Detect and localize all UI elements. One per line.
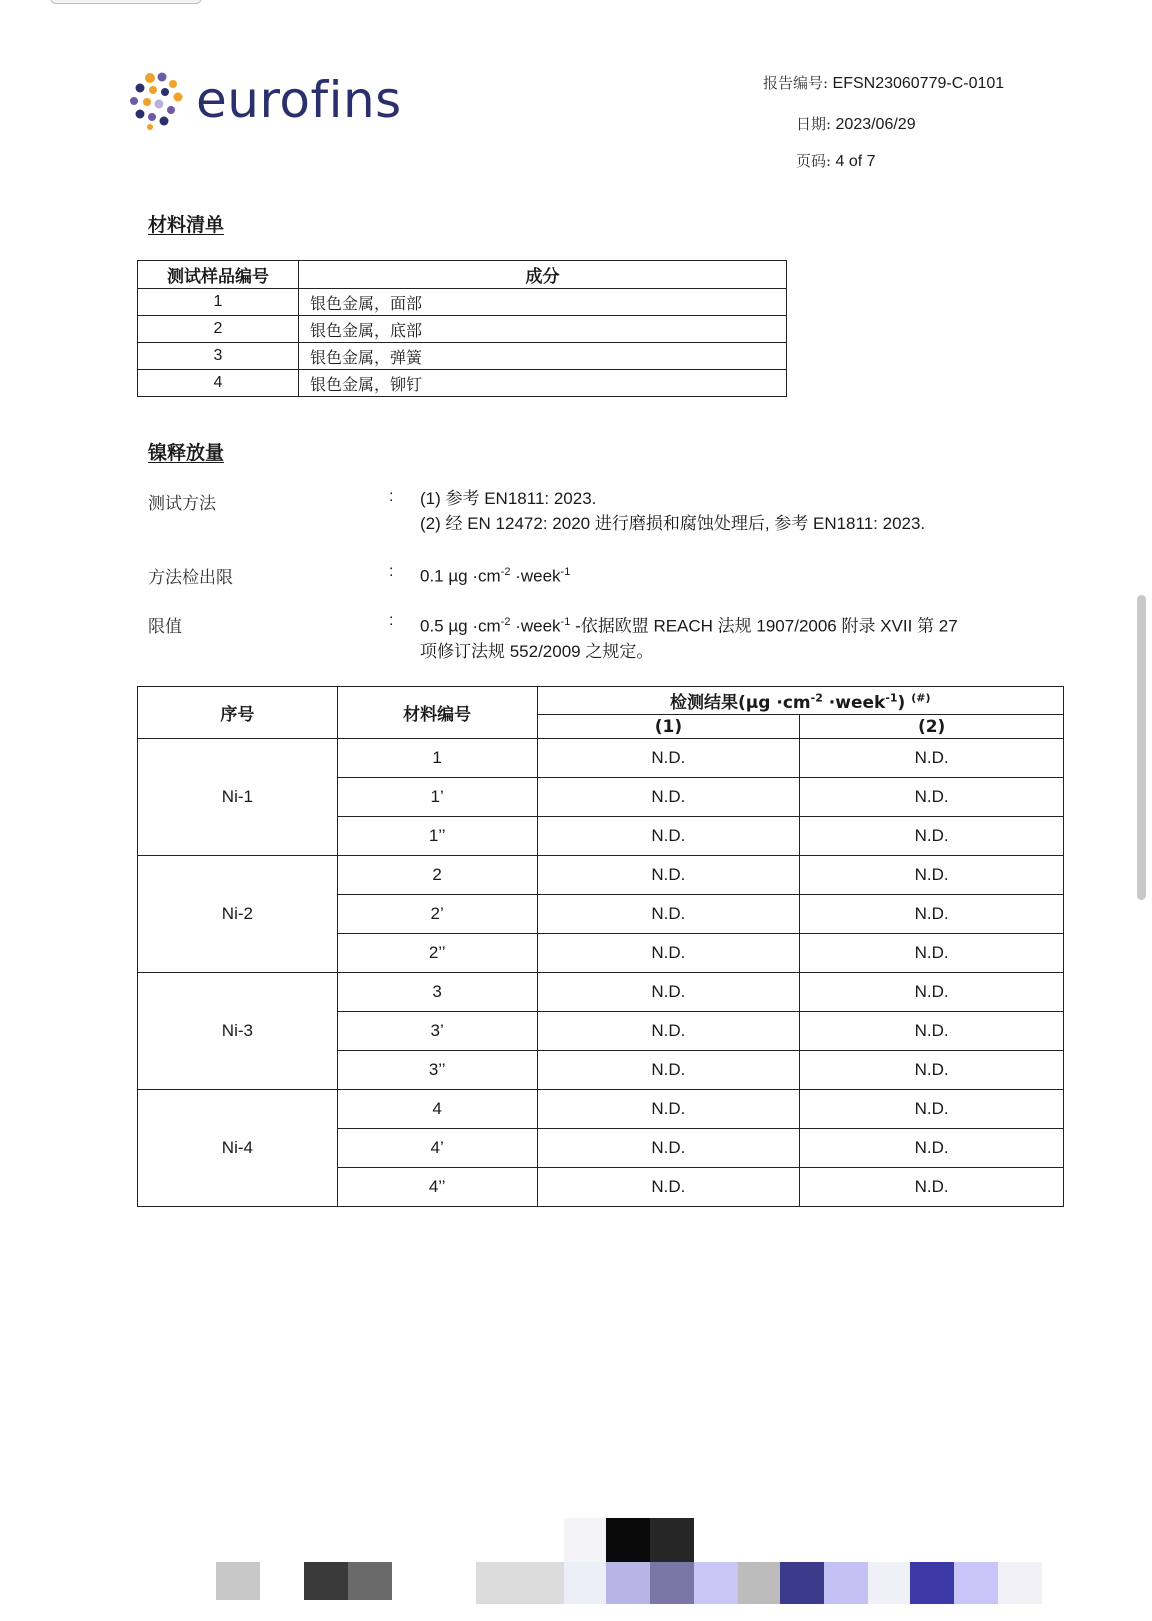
- mosaic-block: [824, 1562, 868, 1604]
- material-cell: 2’: [337, 895, 537, 934]
- limit-text-2: 项修订法规 552/2009 之规定。: [420, 641, 654, 661]
- result-2-cell: N.D.: [800, 934, 1064, 973]
- mosaic-block: [650, 1518, 694, 1562]
- seq-cell: Ni-3: [138, 973, 338, 1090]
- unit-cm-exp: -2: [500, 566, 511, 578]
- material-cell: 2: [337, 856, 537, 895]
- result-1-cell: N.D.: [537, 856, 800, 895]
- material-cell: 4’: [337, 1129, 537, 1168]
- report-number-value: EFSN23060779-C-0101: [832, 75, 1005, 92]
- mosaic-block: [694, 1562, 738, 1604]
- seq-cell: Ni-2: [138, 856, 338, 973]
- material-cell: 1’’: [337, 817, 537, 856]
- results-col-material: 材料编号: [337, 687, 537, 739]
- detection-limit-label: 方法检出限: [148, 568, 233, 588]
- mosaic-block: [738, 1562, 780, 1604]
- table-row: [138, 370, 787, 397]
- composition: 银色金属，底部: [299, 316, 787, 343]
- table-row: [138, 739, 1064, 778]
- unit-cm: ·cm: [472, 616, 501, 636]
- seq-cell: Ni-1: [138, 739, 338, 856]
- mosaic-block: [564, 1562, 606, 1604]
- results-sub-2: (2): [800, 715, 1064, 739]
- material-cell: 3: [337, 973, 537, 1012]
- mosaic-block: [304, 1562, 348, 1600]
- materials-title: 材料清单: [148, 214, 225, 236]
- result-2-cell: N.D.: [800, 973, 1064, 1012]
- table-row: [138, 856, 1064, 895]
- mosaic-block: [348, 1562, 392, 1600]
- result-2-cell: N.D.: [800, 778, 1064, 817]
- result-1-cell: N.D.: [537, 1051, 800, 1090]
- material-cell: 3’: [337, 1012, 537, 1051]
- result-2-cell: N.D.: [800, 817, 1064, 856]
- results-sub-1: (1): [537, 715, 800, 739]
- limit-text-1: -依据欧盟 REACH 法规 1907/2006 附录 XVII 第 27: [575, 616, 958, 636]
- table-row: [138, 973, 1064, 1012]
- result-2-cell: N.D.: [800, 1168, 1064, 1207]
- composition: 银色金属，铆钉: [299, 370, 787, 397]
- logo-wordmark: eurofins: [196, 71, 402, 129]
- report-date-label: 日期:: [796, 115, 832, 133]
- result-2-cell: N.D.: [800, 1051, 1064, 1090]
- result-header-exp2: -1: [885, 691, 898, 705]
- sample-no: 1: [138, 289, 299, 316]
- colon: :: [389, 563, 394, 580]
- page-number-value: 4 of 7: [835, 153, 876, 170]
- detection-limit-value: [420, 560, 570, 589]
- result-2-cell: N.D.: [800, 895, 1064, 934]
- sample-no: 4: [138, 370, 299, 397]
- materials-table: [137, 260, 787, 397]
- report-number-label: 报告编号:: [763, 74, 829, 92]
- page-number-label: 页码:: [796, 152, 832, 170]
- result-1-cell: N.D.: [537, 895, 800, 934]
- detection-limit-number: 0.1 µg: [420, 566, 468, 586]
- mosaic-block: [868, 1562, 910, 1604]
- result-1-cell: N.D.: [537, 739, 800, 778]
- material-cell: 4: [337, 1090, 537, 1129]
- result-2-cell: N.D.: [800, 1012, 1064, 1051]
- eurofins-logo: [128, 68, 428, 132]
- result-2-cell: N.D.: [800, 1090, 1064, 1129]
- materials-col-composition: 成分: [299, 261, 787, 289]
- result-header-mid: ·week: [822, 693, 886, 713]
- unit-week: ·week: [515, 616, 561, 636]
- nickel-release-title: 镍释放量: [148, 442, 225, 464]
- mosaic-block: [476, 1562, 564, 1604]
- mosaic-block: [998, 1562, 1042, 1604]
- window-tab: [50, 0, 202, 4]
- result-1-cell: N.D.: [537, 934, 800, 973]
- result-1-cell: N.D.: [537, 973, 800, 1012]
- materials-header-row: [138, 261, 787, 289]
- result-1-cell: N.D.: [537, 1090, 800, 1129]
- report-date: [796, 113, 916, 134]
- material-cell: 3’’: [337, 1051, 537, 1090]
- unit-cm-exp: -2: [500, 616, 511, 628]
- test-method-1: (1) 参考 EN1811: 2023.: [420, 489, 597, 508]
- results-header-row: [138, 687, 1064, 715]
- limit-value: [420, 610, 958, 664]
- table-row: [138, 289, 787, 316]
- mosaic-block: [606, 1562, 650, 1604]
- vertical-scrollbar[interactable]: [1137, 595, 1146, 900]
- sample-no: 2: [138, 316, 299, 343]
- table-row: [138, 316, 787, 343]
- result-1-cell: N.D.: [537, 1129, 800, 1168]
- result-1-cell: N.D.: [537, 1012, 800, 1051]
- material-cell: 2’’: [337, 934, 537, 973]
- result-1-cell: N.D.: [537, 817, 800, 856]
- test-method-value: [420, 486, 925, 536]
- test-method-2: (2) 经 EN 12472: 2020 进行磨损和腐蚀处理后, 参考 EN1811: 2023.: [420, 514, 926, 533]
- sample-no: 3: [138, 343, 299, 370]
- mosaic-block: [606, 1518, 650, 1562]
- material-cell: 1’: [337, 778, 537, 817]
- result-header-end: ): [897, 693, 906, 713]
- result-header-exp1: -2: [810, 691, 823, 705]
- mosaic-block: [564, 1518, 606, 1562]
- result-1-cell: N.D.: [537, 1168, 800, 1207]
- table-row: [138, 343, 787, 370]
- colon: :: [389, 488, 394, 505]
- mosaic-block: [650, 1562, 694, 1604]
- result-2-cell: N.D.: [800, 1129, 1064, 1168]
- result-2-cell: N.D.: [800, 856, 1064, 895]
- unit-week-exp: -1: [560, 566, 571, 578]
- material-cell: 1: [337, 739, 537, 778]
- limit-number: 0.5 µg: [420, 616, 468, 636]
- results-col-seq: 序号: [138, 687, 338, 739]
- seq-cell: Ni-4: [138, 1090, 338, 1207]
- limit-label: 限值: [148, 617, 182, 637]
- composition: 银色金属，面部: [299, 289, 787, 316]
- result-1-cell: N.D.: [537, 778, 800, 817]
- result-header-note: (#): [911, 691, 931, 705]
- mosaic-block: [910, 1562, 954, 1604]
- mosaic-block: [780, 1562, 824, 1604]
- results-table: [137, 686, 1064, 1207]
- results-col-result: [537, 687, 1063, 715]
- mosaic-block: [216, 1562, 260, 1600]
- unit-week-exp: -1: [560, 616, 571, 628]
- result-header-text: 检测结果(µg ·cm: [670, 693, 811, 713]
- page-number: [796, 150, 876, 171]
- materials-col-sample-no: 测试样品编号: [138, 261, 299, 289]
- colon: :: [389, 612, 394, 629]
- mosaic-block: [954, 1562, 998, 1604]
- report-date-value: 2023/06/29: [835, 116, 916, 133]
- material-cell: 4’’: [337, 1168, 537, 1207]
- result-2-cell: N.D.: [800, 739, 1064, 778]
- test-method-label: 测试方法: [148, 494, 216, 514]
- eurofins-logo-icon: [128, 70, 188, 130]
- composition: 银色金属，弹簧: [299, 343, 787, 370]
- table-row: [138, 1090, 1064, 1129]
- unit-week: ·week: [515, 566, 561, 586]
- report-number: [763, 72, 1004, 93]
- unit-cm: ·cm: [472, 566, 501, 586]
